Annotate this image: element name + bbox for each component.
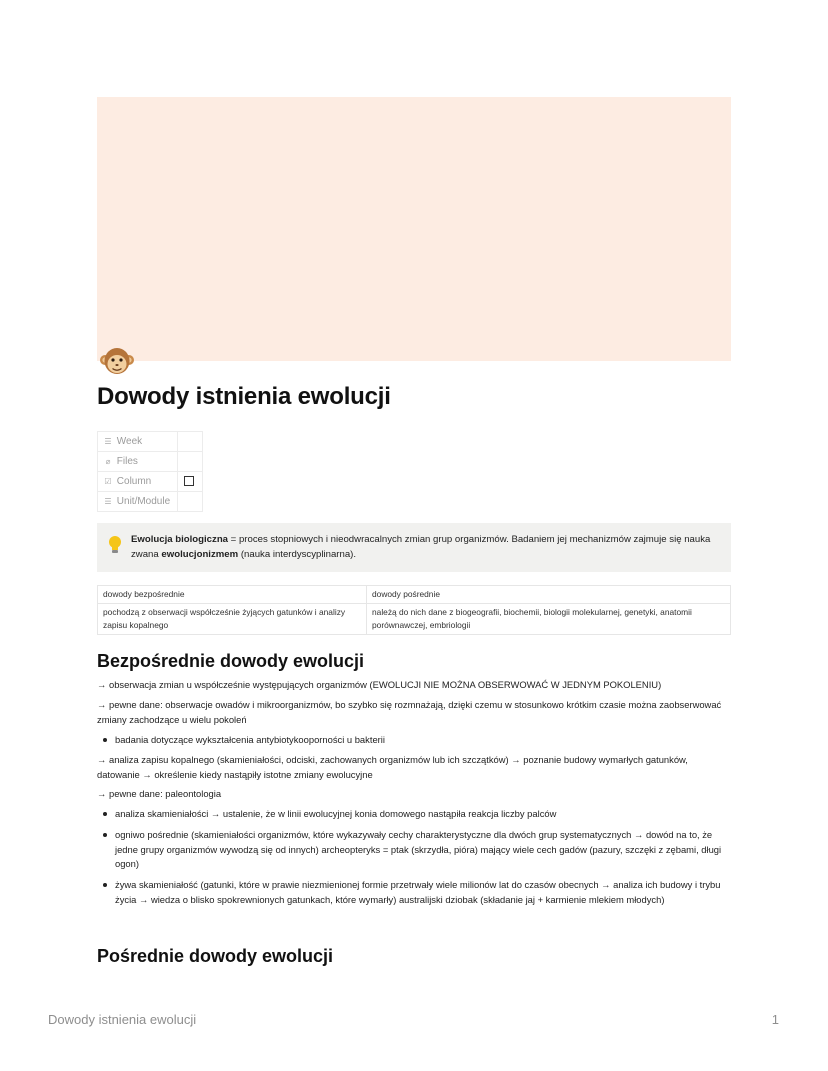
paragraph: → analiza zapisu kopalnego (skamieniałości, odciski, zachowanych organizmów lub ich szczątków) → poznanie budowy wymarłych gatunków, datowanie → określenie kiedy nastąpiły istotne zmiany ewolucyjne	[97, 754, 688, 780]
paperclip-icon: ⌀	[105, 457, 111, 466]
evidence-table	[97, 585, 731, 635]
list-icon: ☰	[104, 437, 112, 446]
property-label: Unit/Module	[116, 496, 171, 507]
section-heading-direct: Bezpośrednie dowody ewolucji	[97, 651, 365, 671]
column-checkbox[interactable]	[184, 476, 194, 486]
property-row-week[interactable]	[98, 432, 203, 452]
bullet-icon	[103, 883, 107, 887]
list-item	[103, 733, 723, 748]
list-item-text: ogniwo pośrednie (skamieniałości organizmów, które wykazywały cechy charakterystyczne dla dwóch grup systematycznych → dowód na to, że jedne grupy organizmów wywodzą się od innych) archeopteryks = ptak (skrzydła, pióra) mający wiele cech gadów (pazury, szczęki z zębami, długi ogon)	[115, 829, 722, 869]
callout-block	[97, 523, 731, 572]
section-heading-indirect: Pośrednie dowody ewolucji	[97, 946, 334, 966]
checkbox-icon: ☑	[104, 477, 112, 486]
list-item	[103, 878, 723, 907]
property-label: Week	[116, 436, 143, 447]
property-value[interactable]	[178, 492, 203, 512]
page-title: Dowody istnienia ewolucji	[97, 383, 391, 410]
paragraph: → pewne dane: paleontologia	[97, 788, 222, 799]
callout-term-2: ewolucjonizmem	[161, 548, 239, 560]
table-cell: należą do nich dane z biogeografii, biochemii, biologii molekularnej, genetyki, anatomii porównawczej, embriologii	[367, 604, 731, 635]
paragraph: → pewne dane: obserwacje owadów i mikroorganizmów, bo szybko się rozmnażają, dzięki czemu w stosunkowo krótkim czasie można zaobserwować zmiany zachodzące u wielu pokoleń	[97, 699, 722, 725]
paragraph: → obserwacja zmian u współcześnie występujących organizmów (EWOLUCJI NIE MOŻNA OBSERWOWAĆ W JEDNYM POKOLENIU)	[97, 679, 662, 690]
list-item	[103, 807, 723, 822]
table-row	[98, 604, 731, 635]
page-cover	[97, 97, 731, 361]
light-bulb-icon	[107, 535, 123, 555]
callout-text-part: = proces stopniowych i nieodwracalnych zmian grup organizmów. Badaniem jej mechanizmów zajmuje się nauka zwana	[131, 534, 711, 560]
footer-page-number: 1	[771, 1012, 779, 1027]
list-item-text: żywa skamieniałość (gatunki, które w prawie niezmienionej formie przetrwały wiele milionów lat do czasów obecnych → analiza ich budowy i trybu życia → wiedza o blisko spokrewnionych gatunkach, które wymarły) australijski dziobak (składanie jaj + karmienie mlekiem młodych)	[115, 879, 721, 905]
list-item-text: badania dotyczące wykształcenia antybiotykooporności u bakterii	[115, 734, 385, 745]
list-item-text: analiza skamieniałości → ustalenie, że w linii ewolucyjnej konia domowego nastąpiła reakcja liczby palców	[115, 808, 557, 819]
list-icon: ☰	[104, 497, 112, 506]
callout-term: Ewolucja biologiczna	[131, 534, 229, 545]
table-header-row	[98, 586, 731, 604]
bullet-icon	[103, 833, 107, 837]
table-header-cell: dowody pośrednie	[367, 586, 731, 604]
table-cell: pochodzą z obserwacji współcześnie żyjących gatunków i analizy zapisu kopalnego	[98, 604, 367, 635]
callout-text-part: (nauka interdyscyplinarna).	[238, 548, 357, 560]
property-row-unit-module[interactable]	[98, 492, 203, 512]
callout-text	[131, 533, 721, 562]
properties-table	[97, 431, 203, 512]
property-value[interactable]	[178, 452, 203, 472]
property-value[interactable]	[178, 432, 203, 452]
list-item	[103, 828, 723, 872]
footer-title: Dowody istnienia ewolucji	[48, 1012, 197, 1027]
bullet-icon	[103, 738, 107, 742]
property-row-column[interactable]	[98, 472, 203, 492]
monkey-face-icon	[99, 345, 135, 377]
property-label: Column	[116, 476, 152, 487]
table-header-cell: dowody bezpośrednie	[98, 586, 367, 604]
property-row-files[interactable]	[98, 452, 203, 472]
property-label: Files	[116, 456, 138, 467]
bullet-icon	[103, 812, 107, 816]
